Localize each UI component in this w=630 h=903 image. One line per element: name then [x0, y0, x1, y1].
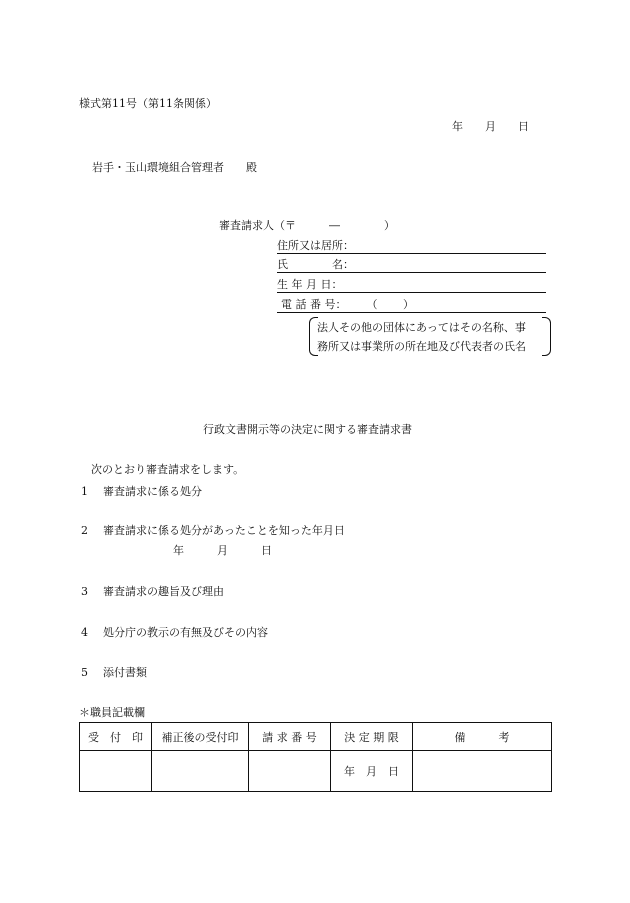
- header-remarks: 備 考: [413, 723, 552, 751]
- note-line-1: 法人その他の団体にあってはその名称、事: [317, 321, 526, 334]
- phone-underline: [277, 312, 546, 313]
- office-table-header-row: [80, 723, 552, 751]
- intro-text: 次のとおり審査請求をします。: [91, 463, 245, 476]
- birthdate-label: 生 年 月 日：: [277, 278, 343, 291]
- item-2-date: 年 月 日: [173, 544, 272, 557]
- note-line-2: 務所又は事業所の所在地及び代表者の氏名: [317, 340, 526, 353]
- header-receipt-stamp: 受 付 印: [80, 723, 152, 751]
- addressee: 岩手・玉山環境組合管理者 殿: [92, 161, 257, 174]
- name-underline: [277, 272, 546, 273]
- item-4-number: 4: [81, 626, 88, 639]
- cell-decision-deadline: 年 月 日: [331, 751, 413, 792]
- header-decision-deadline: 決 定 期 限: [331, 723, 413, 751]
- cell-request-number: [249, 751, 331, 792]
- cell-receipt-stamp: [80, 751, 152, 792]
- item-5-text: 添付書類: [103, 666, 147, 679]
- address-label: 住所又は居所：: [277, 239, 354, 252]
- submission-date: 年 月 日: [452, 120, 529, 133]
- requester-label: 審査請求人（〒 ― ）: [219, 219, 395, 232]
- item-2-text: 審査請求に係る処分があったことを知った年月日: [103, 524, 345, 537]
- birthdate-underline: [277, 292, 546, 293]
- item-1-number: 1: [81, 485, 88, 498]
- name-label: 氏 名：: [277, 258, 354, 271]
- office-use-table: [79, 722, 552, 792]
- phone-label: 電 話 番 号： （ ）: [281, 298, 414, 311]
- item-2-number: 2: [81, 524, 88, 537]
- item-5-number: 5: [81, 666, 88, 679]
- address-underline: [277, 253, 546, 254]
- office-table-body-row: [80, 751, 552, 792]
- header-corrected-receipt-stamp: 補正後の受付印: [152, 723, 249, 751]
- cell-corrected-receipt-stamp: [152, 751, 249, 792]
- item-1-text: 審査請求に係る処分: [103, 485, 202, 498]
- header-request-number: 請 求 番 号: [249, 723, 331, 751]
- item-3-number: 3: [81, 585, 88, 598]
- form-number: 様式第11号（第11条関係）: [79, 97, 217, 110]
- item-3-text: 審査請求の趣旨及び理由: [103, 585, 224, 598]
- note-bracket-right: [542, 317, 551, 356]
- document-title: 行政文書開示等の決定に関する審査請求書: [203, 423, 412, 436]
- item-4-text: 処分庁の教示の有無及びその内容: [103, 626, 268, 639]
- cell-remarks: [413, 751, 552, 792]
- office-use-heading: ＊職員記載欄: [79, 706, 145, 719]
